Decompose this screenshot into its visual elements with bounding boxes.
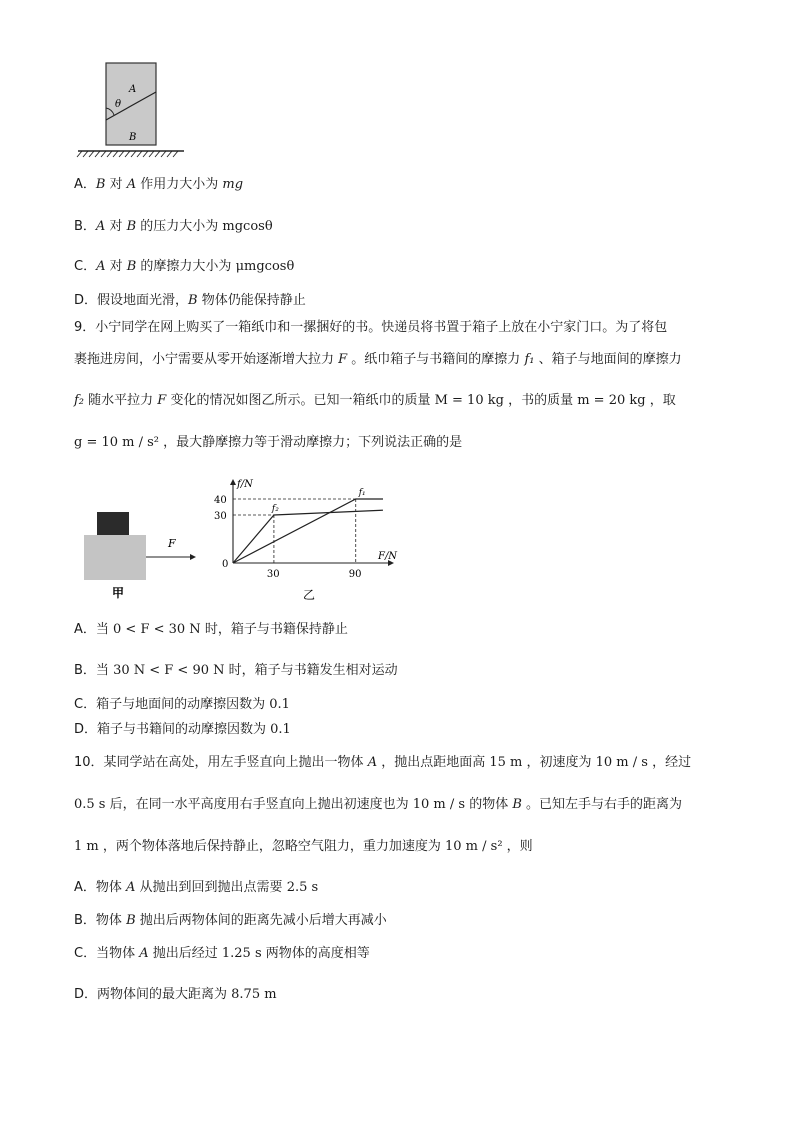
q9-stem-line1: 9．小宁同学在网上购买了一箱纸巾和一摞捆好的书。快递员将书置于箱子上放在小宁家门口。为了将包 bbox=[74, 320, 668, 335]
option-prefix: A．当 bbox=[74, 622, 114, 637]
option-text: 时，箱子与书籍发生相对运动 bbox=[224, 663, 398, 678]
hatch-mark bbox=[113, 151, 118, 157]
hatch-mark bbox=[131, 151, 136, 157]
var: f₁ bbox=[524, 352, 535, 367]
var: B bbox=[95, 177, 106, 192]
series-line-2 bbox=[233, 510, 383, 563]
arrow-head bbox=[190, 554, 196, 560]
math-expr: 1.25 s bbox=[221, 946, 262, 961]
math-expr: 0.5 s bbox=[74, 797, 106, 812]
option-prefix: D．两物体间的最大距离为 bbox=[74, 987, 232, 1002]
math-expr: 10 m / s² bbox=[445, 839, 503, 854]
caption-yi: 乙 bbox=[303, 588, 316, 602]
label-theta: θ bbox=[115, 99, 122, 110]
stem-text: ，抛出点距地面高 bbox=[377, 755, 490, 770]
option-prefix: A．物体 bbox=[74, 880, 127, 895]
math-expr: 0 < F < 30 N bbox=[113, 622, 201, 637]
q8-option-b[interactable] bbox=[74, 219, 273, 235]
stem-text: ，最大静摩擦力等于滑动摩擦力；下列说法正确的是 bbox=[159, 435, 463, 450]
q9-stem-line3 bbox=[74, 393, 676, 409]
y-axis-arrow bbox=[230, 479, 236, 485]
series-line-1 bbox=[233, 499, 383, 563]
q10-stem-line1 bbox=[74, 755, 691, 771]
var: F bbox=[338, 352, 348, 367]
q10-option-b[interactable] bbox=[74, 913, 387, 929]
option-text: 作用力大小为 bbox=[136, 177, 223, 192]
x-axis-label: F/N bbox=[378, 551, 398, 562]
math-expr: g = 10 m / s² bbox=[74, 435, 160, 450]
option-text: 的压力大小为 bbox=[136, 219, 223, 234]
option-text: 对 bbox=[105, 259, 127, 274]
hatch-mark bbox=[77, 151, 82, 157]
math-expr: 15 m bbox=[489, 755, 523, 770]
option-text: 物体仍能保持静止 bbox=[197, 293, 306, 308]
stem-text: 随水平拉力 bbox=[84, 393, 158, 408]
q9-option-d[interactable] bbox=[74, 722, 291, 738]
option-text: 的摩擦力大小为 bbox=[136, 259, 236, 274]
var: f₂ bbox=[74, 393, 85, 408]
hatch-mark bbox=[137, 151, 142, 157]
q9-stem-line2 bbox=[74, 352, 682, 368]
hatch-mark bbox=[143, 151, 148, 157]
var: A bbox=[367, 755, 378, 770]
q8-option-d[interactable] bbox=[74, 293, 306, 309]
hatch-mark bbox=[167, 151, 172, 157]
math-expr: 1 m bbox=[74, 839, 99, 854]
stem-text: ，两个物体落地后保持静止，忽略空气阻力，重力加速度为 bbox=[98, 839, 445, 854]
stem-text: 的物体 bbox=[465, 797, 513, 812]
chart-series bbox=[233, 499, 383, 563]
var: B bbox=[126, 913, 136, 928]
option-prefix: A． bbox=[74, 177, 96, 192]
math-expr: 10 m / s bbox=[412, 797, 466, 812]
q10-option-c[interactable] bbox=[74, 946, 370, 962]
q9-option-a[interactable] bbox=[74, 622, 348, 638]
option-text: C．箱子与地面间的动摩擦因数为 bbox=[74, 697, 270, 712]
option-text: 两物体的高度相等 bbox=[261, 946, 370, 961]
hatch-mark bbox=[83, 151, 88, 157]
hatch-mark bbox=[89, 151, 94, 157]
option-text: D．箱子与书籍间的动摩擦因数为 bbox=[74, 722, 271, 737]
var: B bbox=[126, 259, 137, 274]
friction-chart bbox=[208, 476, 398, 604]
stem-text: ，书的质量 bbox=[503, 393, 578, 408]
q8-option-a[interactable] bbox=[74, 177, 243, 193]
hatch-mark bbox=[149, 151, 154, 157]
stem-text: 。已知左手与右手的距离为 bbox=[521, 797, 683, 812]
q10-stem-line3 bbox=[74, 839, 533, 855]
math-expr: 2.5 s bbox=[286, 880, 319, 895]
var: F bbox=[157, 393, 167, 408]
hatch-mark bbox=[101, 151, 106, 157]
series-label-2: f₂ bbox=[271, 504, 279, 514]
math-expr: μmgcosθ bbox=[235, 259, 295, 274]
hatch-mark bbox=[119, 151, 124, 157]
option-text: 抛出后经过 bbox=[148, 946, 222, 961]
var: A bbox=[126, 880, 136, 895]
q8-option-c[interactable] bbox=[74, 259, 294, 275]
q10-option-d[interactable] bbox=[74, 987, 277, 1003]
chart-axes bbox=[230, 479, 394, 566]
stem-text: 后，在同一水平高度用右手竖直向上抛出初速度也为 bbox=[105, 797, 413, 812]
label-f: F bbox=[168, 537, 176, 550]
stem-text: ，取 bbox=[645, 393, 676, 408]
figure-box-books bbox=[80, 508, 200, 603]
math-expr: 0.1 bbox=[269, 697, 290, 712]
y-tick-label: 40 bbox=[214, 495, 227, 506]
q9-option-b[interactable] bbox=[74, 663, 398, 679]
option-prefix: B． bbox=[74, 219, 96, 234]
y-axis-label: f/N bbox=[237, 479, 253, 490]
option-prefix: C．当物体 bbox=[74, 946, 140, 961]
stem-text: 、箱子与地面间的摩擦力 bbox=[534, 352, 682, 367]
x-tick-label: 30 bbox=[266, 569, 280, 580]
stem-text: ，初速度为 bbox=[522, 755, 596, 770]
q9-stem-line4 bbox=[74, 435, 462, 451]
math-expr: m = 20 kg bbox=[577, 393, 646, 408]
hatch-mark bbox=[107, 151, 112, 157]
option-prefix: B．物体 bbox=[74, 913, 127, 928]
chart-labels bbox=[214, 479, 398, 602]
caption-jia: 甲 bbox=[112, 586, 125, 600]
hatch-mark bbox=[95, 151, 100, 157]
q9-option-c[interactable] bbox=[74, 697, 290, 713]
var: A bbox=[96, 259, 106, 274]
series-label-1: f₁ bbox=[358, 488, 366, 498]
var: A bbox=[126, 177, 137, 192]
origin-label: 0 bbox=[222, 559, 229, 570]
option-text: 抛出后两物体间的距离先减小后增大再减小 bbox=[135, 913, 387, 928]
var: A bbox=[95, 219, 106, 234]
math-expr: 30 N < F < 90 N bbox=[113, 663, 225, 678]
stem-text: 10．某同学站在高处，用左手竖直向上抛出一物体 bbox=[74, 755, 368, 770]
y-tick-label: 30 bbox=[214, 511, 227, 522]
hatch-mark bbox=[173, 151, 178, 157]
option-text: 从抛出到回到抛出点需要 bbox=[135, 880, 287, 895]
stem-text: 变化的情况如图乙所示。已知一箱纸巾的质量 bbox=[166, 393, 435, 408]
label-b: B bbox=[129, 132, 137, 143]
ground-hatch bbox=[77, 151, 178, 157]
math-expr: mgcosθ bbox=[222, 219, 273, 234]
var: A bbox=[139, 946, 149, 961]
books bbox=[97, 512, 129, 535]
option-text: 对 bbox=[105, 177, 127, 192]
var: B bbox=[188, 293, 198, 308]
q10-option-a[interactable] bbox=[74, 880, 318, 896]
option-text: 对 bbox=[105, 219, 127, 234]
math-expr: 0.1 bbox=[270, 722, 291, 737]
label-a: A bbox=[129, 84, 137, 95]
hatch-mark bbox=[155, 151, 160, 157]
option-text: 时，箱子与书籍保持静止 bbox=[200, 622, 348, 637]
option-prefix: D．假设地面光滑， bbox=[74, 293, 189, 308]
q10-stem-line2 bbox=[74, 797, 682, 813]
stem-text: ，则 bbox=[502, 839, 533, 854]
tissue-box bbox=[84, 535, 146, 580]
var: B bbox=[126, 219, 137, 234]
x-tick-label: 90 bbox=[348, 569, 362, 580]
math-expr: mg bbox=[222, 177, 244, 192]
math-expr: 10 m / s bbox=[595, 755, 648, 770]
stem-text: 裹拖进房间，小宁需要从零开始逐渐增大拉力 bbox=[74, 352, 339, 367]
math-expr: 8.75 m bbox=[231, 987, 277, 1002]
hatch-mark bbox=[125, 151, 130, 157]
option-prefix: C． bbox=[74, 259, 97, 274]
figure-blocks-ab bbox=[74, 60, 189, 160]
option-prefix: B．当 bbox=[74, 663, 114, 678]
stem-text: 。纸巾箱子与书籍间的摩擦力 bbox=[347, 352, 525, 367]
hatch-mark bbox=[161, 151, 166, 157]
math-expr: M = 10 kg bbox=[434, 393, 504, 408]
stem-text: ，经过 bbox=[647, 755, 692, 770]
var: B bbox=[512, 797, 522, 812]
